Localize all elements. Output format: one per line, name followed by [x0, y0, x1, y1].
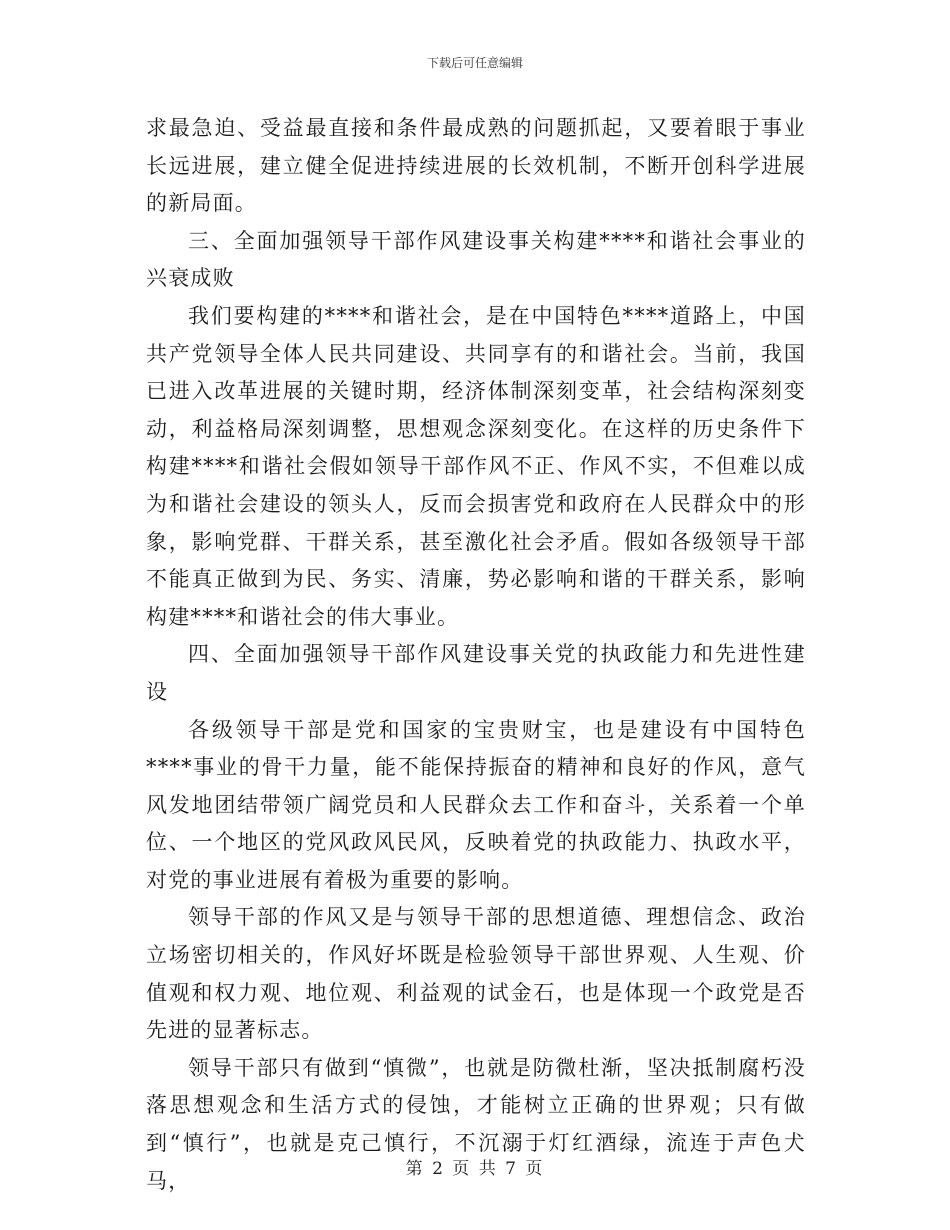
- paragraph-continuation: 求最急迫、受益最直接和条件最成熟的问题抓起，又要着眼于事业长远进展，建立健全促进持续进展的长效机制，不断开创科学进展的新局面。: [146, 116, 806, 216]
- paragraph: 领导干部只有做到“慎微”，也就是防微杜渐，坚决抵制腐朽没落思想观念和生活方式的侵蚀，才能树立正确的世界观；只有做到“慎行”，也就是克己慎行，不沉溺于灯红酒绿，流连于声色犬马，: [146, 1055, 806, 1193]
- section-heading-4: 四、全面加强领导干部作风建设事关党的执政能力和先进性建设: [146, 642, 806, 704]
- document-body: [146, 110, 806, 1200]
- section-heading-3: 三、全面加强领导干部作风建设事关构建****和谐社会事业的兴衰成败: [146, 228, 806, 291]
- paragraph: 各级领导干部是党和国家的宝贵财宝，也是建设有中国特色****事业的骨干力量，能不能保持振奋的精神和良好的作风，意气风发地团结带领广阔党员和人民群众去工作和奋斗，关系着一个单位、一个地区的党风政风民风，反映着党的执政能力、执政水平，对党的事业进展有着极为重要的影响。: [146, 717, 806, 892]
- page-header: 下载后可任意编辑: [426, 56, 523, 70]
- page-number: 第 2 页 共 7 页: [405, 1159, 545, 1179]
- paragraph: 领导干部的作风又是与领导干部的思想道德、理想信念、政治立场密切相关的，作风好坏既是检验领导干部世界观、人生观、价值观和权力观、地位观、利益观的试金石，也是体现一个政党是否先进的显著标志。: [146, 905, 806, 1043]
- paragraph: 我们要构建的****和谐社会，是在中国特色****道路上，中国共产党领导全体人民共同建设、共同享有的和谐社会。当前，我国已进入改革进展的关键时期，经济体制深刻变革，社会结构深刻变动，利益格局深刻调整，思想观念深刻变化。在这样的历史条件下构建****和谐社会假如领导干部作风不正、作风不实，不但难以成为和谐社会建设的领头人，反而会损害党和政府在人民群众中的形象，影响党群、干群关系，甚至激化社会矛盾。假如各级领导干部不能真正做到为民、务实、清廉，势必影响和谐的干群关系，影响构建****和谐社会的伟大事业。: [146, 303, 806, 629]
